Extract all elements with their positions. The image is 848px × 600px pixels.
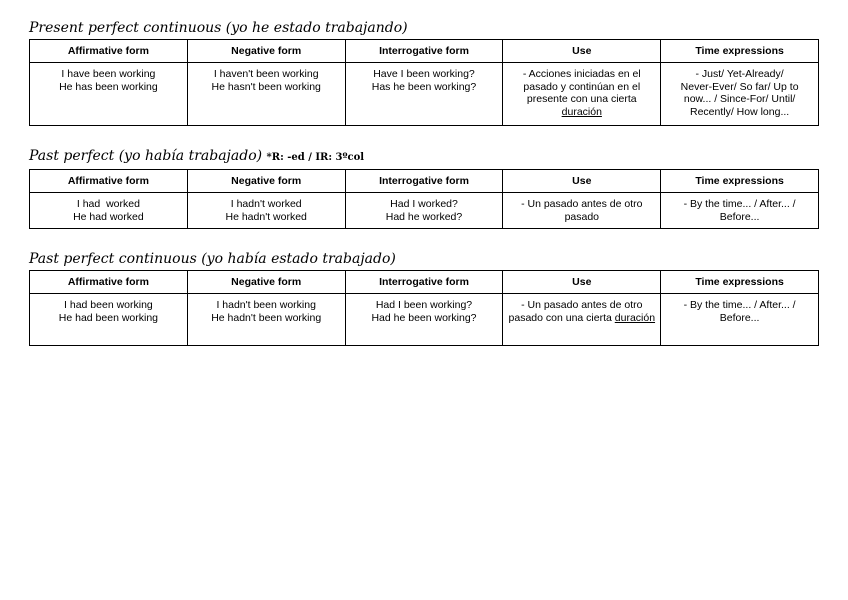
table-row [30, 63, 819, 126]
header-affirmative: Affirmative form [30, 271, 188, 294]
cell-negative [187, 294, 345, 346]
grammar-table [29, 270, 819, 346]
grammar-table [29, 39, 819, 126]
cell-line: Before... [719, 210, 760, 223]
header-use: Use [503, 40, 661, 63]
cell-line: Have I been working? [373, 68, 475, 80]
cell-line: He had worked [73, 210, 144, 223]
cell-interrogative [345, 193, 503, 229]
cell-line: He hadn't worked [225, 210, 307, 223]
cell-affirmative [30, 294, 188, 346]
header-affirmative: Affirmative form [30, 170, 188, 193]
cell-line: He has been working [59, 80, 158, 93]
cell-line: Never-Ever/ So far/ Up to [680, 80, 799, 93]
cell-negative [187, 193, 345, 229]
header-use: Use [503, 271, 661, 294]
header-interrogative: Interrogative form [345, 170, 503, 193]
header-use: Use [503, 170, 661, 193]
section-title-note: *R: -ed / IR: 3ºcol [266, 152, 365, 163]
cell-line: - By the time... / After... / [683, 299, 796, 311]
use-text: - Acciones iniciadas en el pasado y continúan en el presente con una cierta [522, 68, 641, 105]
header-interrogative: Interrogative form [345, 271, 503, 294]
cell-affirmative [30, 193, 188, 229]
cell-line: I haven't been working [213, 68, 319, 80]
cell-line: I hadn't worked [230, 198, 302, 210]
cell-use [503, 294, 661, 346]
table-header-row [30, 40, 819, 63]
cell-line: I had been working [64, 299, 153, 311]
header-affirmative: Affirmative form [30, 40, 188, 63]
section-past-perfect-continuous [29, 250, 819, 346]
section-title-text: Past perfect continuous (yo había estado trabajado) [29, 251, 396, 267]
cell-affirmative [30, 63, 188, 126]
section-title-text: Past perfect (yo había trabajado) [29, 148, 263, 164]
header-negative: Negative form [187, 170, 345, 193]
cell-time-expressions [661, 294, 819, 346]
table-row [30, 193, 819, 229]
header-negative: Negative form [187, 40, 345, 63]
cell-interrogative [345, 63, 503, 126]
header-interrogative: Interrogative form [345, 40, 503, 63]
cell-line: - Just/ Yet-Already/ [695, 68, 784, 80]
section-present-perfect-continuous [29, 19, 819, 126]
cell-line: I have been working [61, 68, 156, 80]
header-time-expressions: Time expressions [661, 40, 819, 63]
table-header-row [30, 170, 819, 193]
section-title [29, 250, 819, 268]
header-negative: Negative form [187, 271, 345, 294]
cell-line: Has he been working? [371, 80, 477, 93]
use-text: - Un pasado antes de otro pasado con una cierta [508, 299, 643, 324]
cell-use [503, 193, 661, 229]
use-underlined-text: duración [614, 311, 656, 324]
cell-time-expressions [661, 63, 819, 126]
section-title [29, 147, 819, 167]
header-time-expressions: Time expressions [661, 271, 819, 294]
table-row [30, 294, 819, 346]
header-time-expressions: Time expressions [661, 170, 819, 193]
cell-time-expressions [661, 193, 819, 229]
cell-use [503, 63, 661, 126]
use-text: - Un pasado antes de otro pasado [521, 198, 643, 223]
cell-line: Had I been working? [375, 299, 473, 311]
cell-negative [187, 63, 345, 126]
cell-line: I had worked [76, 198, 140, 210]
cell-line: Had I worked? [390, 198, 458, 210]
cell-line: Had he been working? [371, 311, 477, 324]
section-past-perfect [29, 147, 819, 229]
table-header-row [30, 271, 819, 294]
cell-line: now... / Since-For/ Until/ [683, 93, 796, 105]
cell-line: He had been working [58, 311, 159, 324]
cell-line: Before... [719, 311, 760, 324]
section-title [29, 19, 819, 37]
cell-line: - By the time... / After... / [683, 198, 796, 210]
use-underlined-text: duración [561, 105, 602, 118]
cell-interrogative [345, 294, 503, 346]
section-title-text: Present perfect continuous (yo he estado trabajando) [29, 20, 408, 36]
cell-line: Recently/ How long... [689, 105, 790, 118]
cell-line: Had he worked? [385, 210, 463, 223]
cell-line: He hasn't been working [211, 80, 321, 93]
grammar-table [29, 169, 819, 229]
cell-line: I hadn't been working [216, 299, 316, 311]
cell-line: He hadn't been working [211, 311, 322, 324]
